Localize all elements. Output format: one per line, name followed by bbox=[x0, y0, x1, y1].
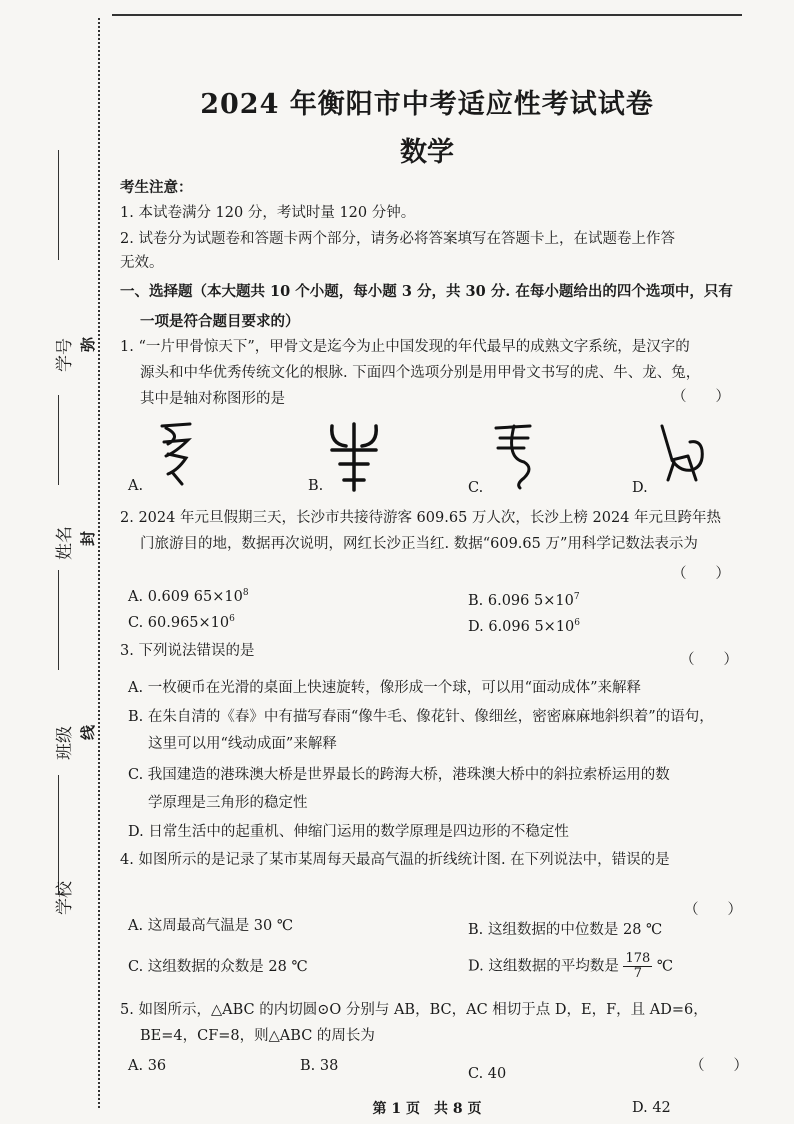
q2-option-c: C. $60.965\times 10^6$ bbox=[128, 614, 235, 631]
q3-option-b-2: 这里可以用“线动成面”来解释 bbox=[148, 736, 337, 752]
seal-char-2: 封 bbox=[79, 530, 98, 547]
school-line bbox=[58, 775, 59, 895]
q1-answer-paren: （ ） bbox=[672, 389, 730, 405]
q4-option-c: C. 这组数据的众数是 28 ℃ bbox=[128, 959, 308, 975]
oracle-rabbit-glyph bbox=[652, 420, 712, 484]
binding-margin bbox=[0, 0, 110, 1124]
q2-answer-paren: （ ） bbox=[672, 566, 730, 582]
exam-subject: 数学 bbox=[400, 137, 454, 168]
class-label: 班级 bbox=[55, 726, 75, 760]
q2-option-d: D. 6.096 $5\times 10^6$ bbox=[468, 618, 581, 635]
q2-line-1: 2. 2024 年元旦假期三天，长沙市共接待游客 609.65 万人次，长沙上榜 2024 年元旦跨年热 bbox=[120, 510, 722, 526]
notice-heading: 考生注意： bbox=[120, 179, 193, 196]
q1-option-b-label: B. bbox=[308, 478, 324, 494]
q5-option-a: A. 36 bbox=[128, 1058, 167, 1074]
q1-option-c-label: C. bbox=[468, 480, 484, 496]
q3-option-c-1: C. 我国建造的港珠澳大桥是世界最长的跨海大桥，港珠澳大桥中的斜拉索桥运用的数 bbox=[128, 767, 670, 783]
q3-option-a: A. 一枚硬币在光滑的桌面上快速旋转，像形成一个球，可以用“面动成体”来解释 bbox=[128, 680, 642, 696]
q1-line-3: 其中是轴对称图形的是 bbox=[140, 391, 285, 407]
q4-stem: 4. 如图所示的是记录了某市某周每天最高气温的折线统计图. 在下列说法中，错误的是 bbox=[120, 852, 670, 868]
q3-answer-paren: （ ） bbox=[680, 652, 738, 668]
seal-char-1: 弥 bbox=[79, 336, 98, 353]
q4-option-b: B. 这组数据的中位数是 28 ℃ bbox=[468, 922, 663, 938]
q1-option-d-label: D. bbox=[632, 480, 648, 496]
oracle-dragon-glyph bbox=[490, 418, 538, 490]
q4-option-d: D. 这组数据的平均数是 $\frac{178}{7}$ ℃ bbox=[468, 951, 674, 981]
top-border bbox=[112, 14, 742, 16]
q1-line-2: 源头和中华优秀传统文化的根脉. 下面四个选项分别是用甲骨文书写的虎、牛、龙、兔， bbox=[140, 365, 701, 381]
q1-option-a-label: A. bbox=[128, 478, 144, 494]
student-id-line bbox=[58, 150, 59, 260]
q1-line-1: 1. “一片甲骨惊天下”，甲骨文是迄今为止中国发现的年代最早的成熟文字系统，是汉字的 bbox=[120, 339, 690, 355]
seal-dotted-line bbox=[98, 18, 100, 1108]
exam-page bbox=[112, 0, 748, 1124]
q5-answer-paren: （ ） bbox=[690, 1058, 748, 1074]
q3-option-b-1: B. 在朱自清的《春》中有描写春雨“像牛毛、像花针、像细丝，密密麻麻地斜织着”的语句， bbox=[128, 709, 714, 725]
name-label: 姓名 bbox=[55, 526, 75, 560]
name-line bbox=[58, 395, 59, 485]
q5-option-d: D. 42 bbox=[632, 1100, 671, 1116]
notice-line-2b: 无效。 bbox=[120, 255, 164, 271]
q2-line-2: 门旅游目的地，数据再次说明，网红长沙正当红. 数据“609.65 万”用科学记数法表示为 bbox=[140, 536, 698, 552]
student-id-label: 学号 bbox=[55, 338, 75, 372]
exam-title: 2024 年衡阳市中考适应性考试试卷 bbox=[200, 89, 654, 120]
class-line bbox=[58, 570, 59, 670]
seal-char-3: 线 bbox=[79, 724, 98, 741]
q5-line-2: BE=4，CF=8，则△ABC 的周长为 bbox=[140, 1028, 375, 1044]
q2-option-a: A. 0.609 $65\times 10^8$ bbox=[128, 588, 249, 605]
q3-option-d: D. 日常生活中的起重机、伸缩门运用的数学原理是四边形的不稳定性 bbox=[128, 824, 569, 840]
page-footer: 第 1 页 共 8 页 bbox=[372, 1101, 482, 1117]
school-label: 学校 bbox=[55, 881, 75, 915]
notice-line-2a: 2. 试卷分为试题卷和答题卡两个部分，请务必将答案填写在答题卡上，在试题卷上作答 bbox=[120, 231, 675, 247]
q5-option-b: B. 38 bbox=[300, 1058, 339, 1074]
q2-option-b: B. 6.096 $5\times 10^7$ bbox=[468, 592, 580, 609]
q4-answer-paren: （ ） bbox=[684, 902, 742, 918]
notice-line-1: 1. 本试卷满分 120 分，考试时量 120 分钟。 bbox=[120, 205, 416, 221]
q5-line-1: 5. 如图所示，△ABC 的内切圆⊙O 分别与 AB，BC，AC 相切于点 D，E，F，且 AD=6， bbox=[120, 1002, 708, 1018]
oracle-tiger-glyph bbox=[152, 418, 202, 488]
section-heading-b: 一项是符合题目要求的） bbox=[140, 313, 300, 330]
q4-mean-fraction: $\frac{178}{7}$ bbox=[625, 951, 651, 981]
q3-stem: 3. 下列说法错误的是 bbox=[120, 643, 255, 659]
q4-option-a: A. 这周最高气温是 30 ℃ bbox=[128, 918, 294, 934]
q3-option-c-2: 学原理是三角形的稳定性 bbox=[148, 795, 308, 811]
section-heading-a: 一、选择题（本大题共 10 个小题，每小题 3 分，共 30 分. 在每小题给出的四个选项中，只有 bbox=[120, 283, 733, 300]
q5-option-c: C. 40 bbox=[468, 1066, 507, 1082]
oracle-ox-glyph bbox=[324, 420, 384, 492]
